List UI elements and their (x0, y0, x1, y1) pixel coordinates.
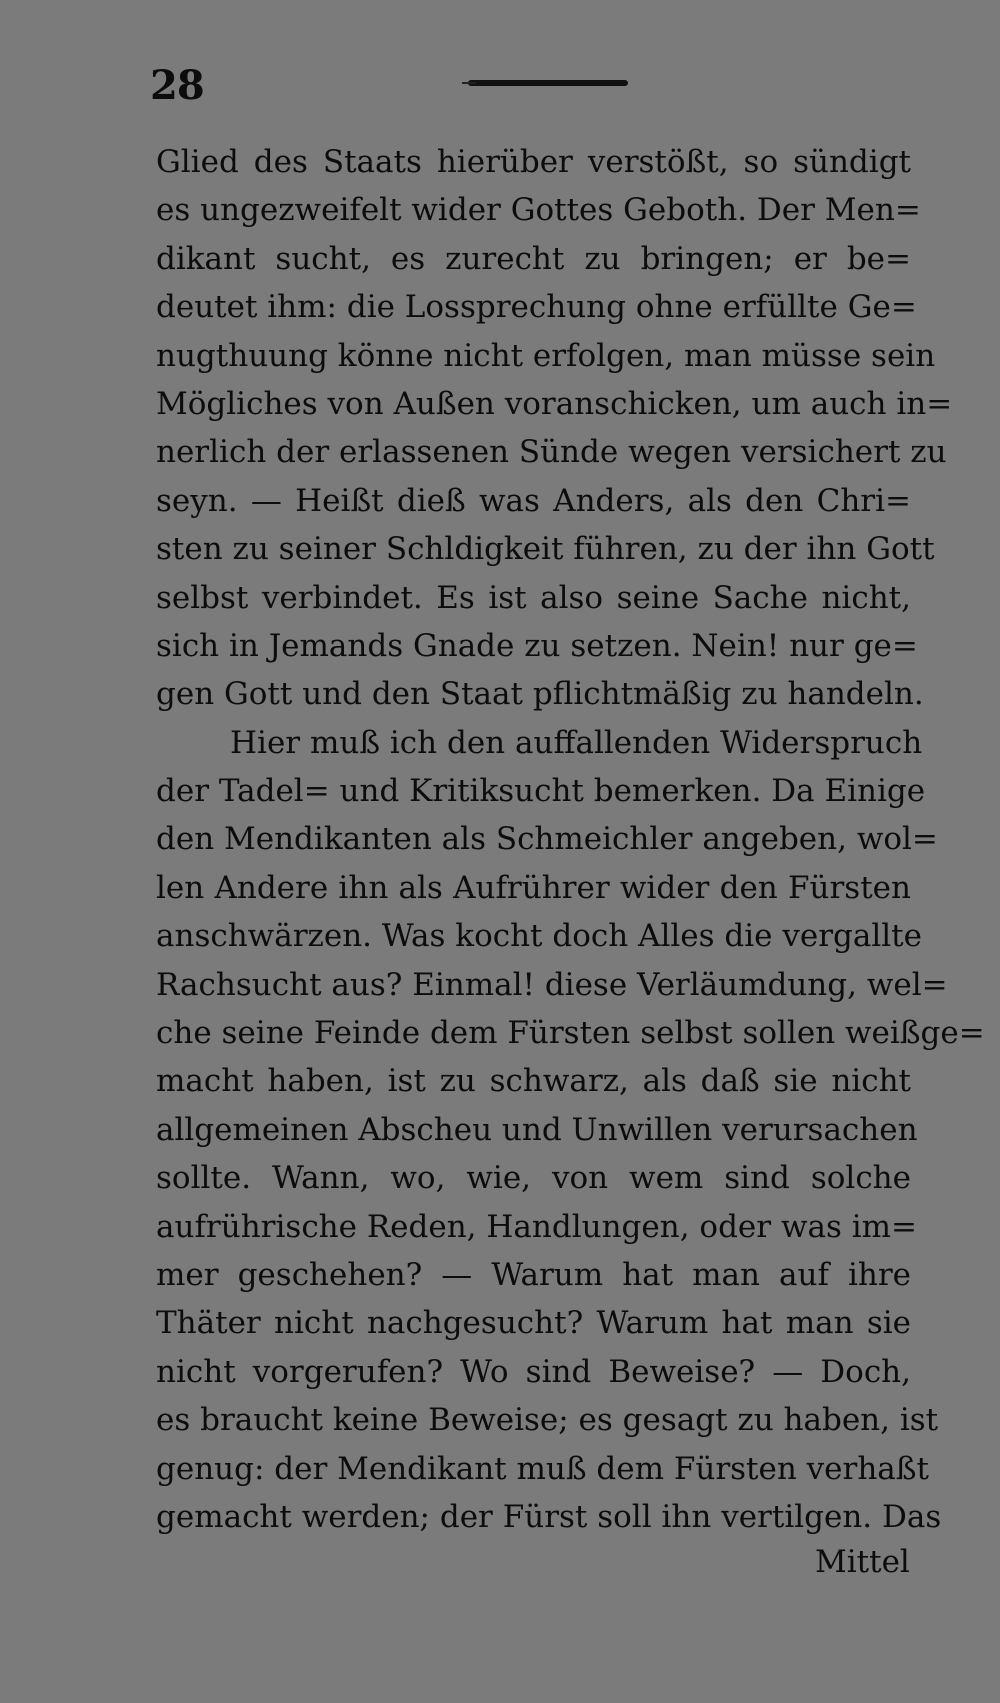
header-rule (468, 80, 628, 86)
text-line: Rachsucht aus? Einmal! diese Verläumdung, wel= (156, 966, 948, 1003)
text-line: gemacht werden; der Fürst soll ihn vertilgen. Das (156, 1498, 942, 1535)
text-line: anschwärzen. Was kocht doch Alles die vergallte (156, 918, 922, 955)
text-line: Mögliches von Außen voranschicken, um auch in= (156, 385, 953, 422)
text-line: gen Gott und den Staat pflichtmäßig zu handeln. (156, 676, 924, 713)
text-line: che seine Feinde dem Fürsten selbst sollen weißge= (156, 1015, 985, 1052)
text-line: aufrührische Reden, Handlungen, oder was im= (156, 1208, 918, 1245)
text-line: Thäter nicht nachgesucht? Warum hat man sie (156, 1305, 911, 1342)
text-line: Hier muß ich den auffallenden Widerspruch (230, 724, 923, 761)
text-line: Glied des Staats hierüber verstößt, so sündigt (156, 144, 911, 180)
text-line: macht haben, ist zu schwarz, als daß sie nicht (156, 1063, 911, 1100)
text-line: es braucht keine Beweise; es gesagt zu haben, ist (156, 1402, 939, 1439)
text-line: sollte. Wann, wo, wie, von wem sind solche (156, 1160, 911, 1197)
text-line: len Andere ihn als Aufrührer wider den Fürsten (156, 869, 911, 906)
text-line: deutet ihm: die Lossprechung ohne erfüllte Ge= (156, 289, 917, 326)
text-line: den Mendikanten als Schmeichler angeben, wol= (156, 821, 938, 858)
text-line: nugthuung könne nicht erfolgen, man müsse sein (156, 337, 936, 374)
text-line: nicht vorgerufen? Wo sind Beweise? — Doch, (156, 1353, 911, 1390)
text-line: der Tadel= und Kritiksucht bemerken. Da Einige (156, 773, 926, 810)
text-line: sten zu seiner Schldigkeit führen, zu der ihn Gott (156, 531, 935, 568)
text-line: nerlich der erlassenen Sünde wegen versichert zu (156, 434, 947, 471)
text-line: allgemeinen Abscheu und Unwillen verursachen (156, 1111, 918, 1148)
text-line: mer geschehen? — Warum hat man auf ihre (156, 1256, 911, 1293)
text-line: seyn. — Heißt dieß was Anders, als den Chri= (156, 482, 911, 519)
page-number: 28 (150, 62, 204, 109)
body-text (156, 138, 985, 1541)
text-line: selbst verbindet. Es ist also seine Sache nicht, (156, 579, 911, 616)
catchword: Mittel (815, 1544, 910, 1580)
text-line: sich in Jemands Gnade zu setzen. Nein! nur ge= (156, 627, 918, 664)
text-line: genug: der Mendikant muß dem Fürsten verhaßt (156, 1450, 929, 1487)
text-line: es ungezweifelt wider Gottes Geboth. Der Men= (156, 192, 921, 229)
text-line: dikant sucht, es zurecht zu bringen; er be= (156, 240, 911, 277)
